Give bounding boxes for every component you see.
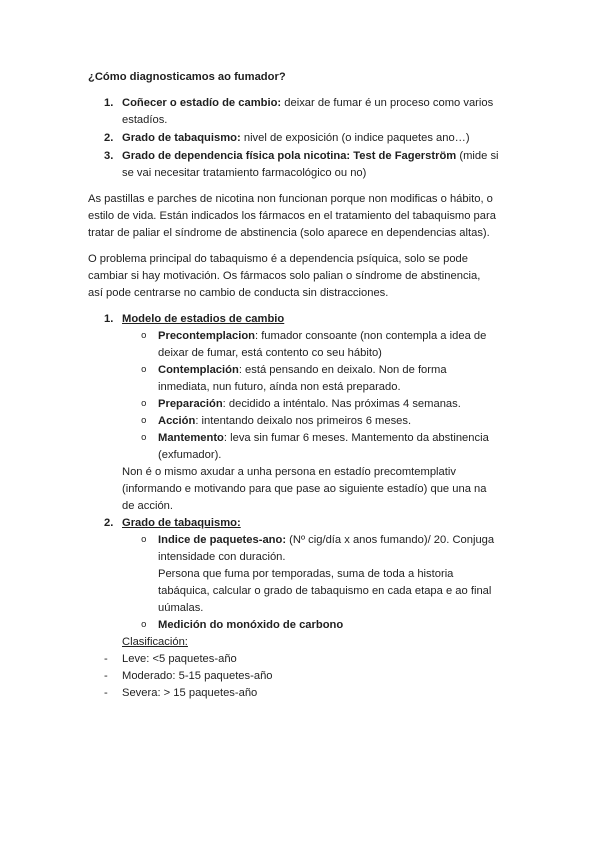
diag-item-1-line-2: estadíos.	[122, 114, 168, 126]
paragraph-2-line-2: cambiar si hay motivación. Os fármacos solo palian o síndrome de abstinencia,	[88, 270, 481, 282]
stage-precontemplacion-line-1: Precontemplacion: fumador consoante (non contempla a idea de	[158, 330, 487, 342]
paragraph-1-line-3: tratar de paliar el síndrome de abstinencia (solo aparece en dependencias altas).	[88, 227, 490, 239]
classification-moderado: Moderado: 5-15 paquetes-año	[122, 670, 273, 682]
bullet-icon: o	[141, 535, 147, 545]
bullet-icon: o	[141, 331, 147, 341]
stage-precontemplacion-line-2: deixar de fumar, está contento co seu hábito)	[158, 347, 382, 359]
section-1-heading: Modelo de estadios de cambio	[122, 313, 285, 325]
paragraph-1-line-1: As pastillas e parches de nicotina non funcionan porque non modificas o hábito, o	[88, 193, 493, 205]
section-2-heading: Grado de tabaquismo:	[122, 517, 241, 529]
diag-item-1-label: Coñecer o estadío de cambio:	[122, 97, 282, 109]
paragraph-1-line-2: estilo de vida. Están indicados los fármacos en el tratamiento del tabaquismo para	[88, 210, 496, 222]
bullet-icon: o	[141, 620, 147, 630]
diag-item-2-line-1: Grado de tabaquismo: nivel de exposición (o indice paquetes ano…)	[122, 132, 470, 144]
page-title: ¿Cómo diagnosticamos ao fumador?	[88, 71, 286, 83]
stage-mantemento-line-1: Mantemento: leva sin fumar 6 meses. Mantemento da abstinencia	[158, 432, 489, 444]
classification-severa: Severa: > 15 paquetes-año	[122, 687, 258, 699]
pack-year-index-line-1: Indice de paquetes-ano: (Nº cig/día x anos fumando)/ 20. Conjuga	[158, 534, 495, 546]
stage-mantemento-line-2: (exfumador).	[158, 449, 222, 461]
diag-item-1-number: 1.	[104, 97, 114, 109]
pack-year-index-line-4: tabáquica, calcular o grado de tabaquismo en cada etapa e ao final	[158, 585, 492, 597]
stage-contemplacion-line-2: inmediata, nun futuro, aínda non está preparado.	[158, 381, 401, 393]
diag-item-2-label: Grado de tabaquismo:	[122, 132, 241, 144]
classification-leve: Leve: <5 paquetes-año	[122, 653, 237, 665]
pack-year-index-line-3: Persona que fuma por temporadas, suma de toda a historia	[158, 568, 454, 580]
stage-accion: Acción: intentando deixalo nos primeiros 6 meses.	[158, 415, 412, 427]
dash-icon: -	[104, 670, 108, 682]
stage-contemplacion-line-1: Contemplación: está pensando en deixalo. Non de forma	[158, 364, 447, 376]
dash-icon: -	[104, 653, 108, 665]
paragraph-2-line-1: O problema principal do tabaquismo é a dependencia psíquica, solo se pode	[88, 253, 469, 265]
bullet-icon: o	[141, 365, 147, 375]
pack-year-index-line-5: uúmalas.	[158, 602, 204, 614]
diag-item-2-number: 2.	[104, 132, 114, 144]
paragraph-2-line-3: así pode centrarse no cambio de conducta sin distracciones.	[88, 287, 389, 299]
diag-item-3-line-1: Grado de dependencia física pola nicotina: Test de Fagerström (mide si	[122, 150, 499, 162]
diag-item-1-line-1: Coñecer o estadío de cambio: deixar de fumar é un proceso como varios	[122, 97, 494, 109]
co-measurement: Medición do monóxido de carbono	[158, 619, 344, 631]
bullet-icon: o	[141, 399, 147, 409]
section-1-note-line-2: (informando e motivando para que pase ao siguiente estadío) que una na	[122, 483, 487, 495]
classification-heading: Clasificación:	[122, 636, 188, 648]
section-2-number: 2.	[104, 517, 114, 529]
bullet-icon: o	[141, 416, 147, 426]
section-1-note-line-1: Non é o mismo axudar a unha persona en estadío precomtemplativ	[122, 466, 456, 478]
section-1-number: 1.	[104, 313, 114, 325]
diag-item-3-label: Grado de dependencia física pola nicotina: Test de Fagerström	[122, 150, 457, 162]
diag-item-3-line-2: se vai necesitar tratamiento farmacológico ou no)	[122, 167, 367, 179]
diag-item-3-number: 3.	[104, 150, 114, 162]
stage-preparacion: Preparación: decidido a inténtalo. Nas próximas 4 semanas.	[158, 398, 461, 410]
dash-icon: -	[104, 687, 108, 699]
section-1-note-line-3: de acción.	[122, 500, 173, 512]
bullet-icon: o	[141, 433, 147, 443]
pack-year-index-line-2: intensidade con duración.	[158, 551, 286, 563]
